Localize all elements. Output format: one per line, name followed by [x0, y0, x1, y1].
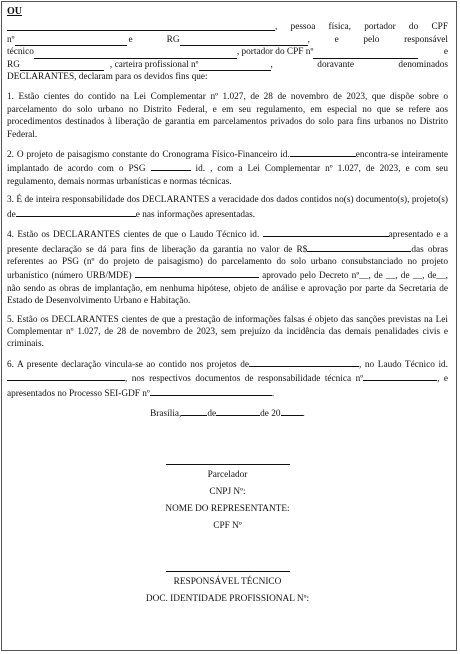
- declaration-document: [7, 6, 448, 608]
- urb-mde-blank: [135, 268, 259, 278]
- month-blank: [216, 406, 260, 416]
- year-blank: [281, 406, 303, 416]
- day-blank: [181, 406, 207, 416]
- item-4: 4. Estão os DECLARANTES cientes de que o Laudo Técnico id. apresentado e a presente declaração se dá para fins de liberação da garantia no valor de R$ das obras referentes ao PSG (nº do projeto de paisagismo) do parcelamento do solo urbano consubstanciado no projeto urbanístico (número URB/MDE) aprovado pelo Decreto nº__, de __, de __, de__, não sendo as obras de implantação, em nenhuma hipótese, objeto de análise e aprovação por parte da Secretaria de Estado de Desenvolvimento Urbano e Habitação.: [7, 227, 448, 307]
- technician-signature-block: RESPONSÁVEL TÉCNICO DOC. IDENTIDADE PROFISSIONAL Nº:: [145, 577, 310, 605]
- or-heading: OU: [7, 6, 22, 17]
- developer-signature-block: Parcelador CNPJ Nº: NOME DO REPRESENTANTE: CPF Nº: [165, 470, 290, 532]
- item-5: 5. Estão os DECLARANTES cientes de que a prestação de informações falsas é objeto das sanções previstas na Lei Complementar nº 1.027, de 28 de novembro de 2023, sem prejuízo da incidência das demais penalidades civis e criminais.: [7, 314, 448, 350]
- intro-paragraph: , pessoa física, portador do CPF nº e RG , e pelo responsável técnico , portador do CPF nº e RG , carteira profissional nº , doravante denominados DECLARANTES, declaram para os devidos fins que:: [7, 22, 448, 83]
- linked-projects-blank: [249, 357, 359, 367]
- item-3: 3. É de inteira responsabilidade dos DECLARANTES a veracidade dos dados contidos no(s) documento(s), projeto(s) de e nas informações apresentadas.: [7, 195, 448, 220]
- art-rrt-blank: [363, 371, 437, 381]
- psg-blank: [151, 161, 191, 171]
- rg-blank: [180, 36, 308, 46]
- item-1: 1. Estão cientes do contido na Lei Complementar nº 1.027, de 28 de novembro de 2023, que dispõe sobre o parcelamento do solo urbano no Distrito Federal, e em seu regulamento, em especial no que se refere aos procedimentos destinados à liberação de garantia em parcelamentos privados do solo para fins urbanos no Distrito Federal.: [7, 92, 448, 140]
- item-2: 2. O projeto de paisagismo constante do Cronograma Físico-Financeiro id. encontra-se inteiramente implantado de acordo com o PSG id. , com a Lei Complementar nº 1.027, de 2023, e com seu regulamento, demais normas urbanísticas e normas técnicas.: [7, 147, 448, 188]
- professional-card-blank: [199, 61, 271, 71]
- date-line: Brasília, de de 20 .: [7, 406, 448, 420]
- technician-rg-blank: [20, 61, 104, 71]
- laudo-tecnico-blank: [7, 371, 125, 381]
- technician-name-blank: [34, 49, 237, 59]
- signature-line-technician: [166, 571, 290, 572]
- technician-cpf-blank: [313, 49, 418, 59]
- person-name-blank: [7, 21, 275, 31]
- laudo-id-blank: [263, 227, 389, 237]
- signature-line-developer: [166, 464, 290, 465]
- projects-blank: [16, 207, 136, 217]
- cpf-blank: [15, 36, 127, 46]
- item-6: 6. A presente declaração vincula-se ao contido nos projetos de , no Laudo Técnico id., nos respectivos documentos de responsabilidade técnica nº , e apresentados no Processo SEI-GDF nº .: [7, 357, 448, 400]
- cronograma-id-blank: [290, 147, 356, 157]
- guarantee-value-blank: [307, 242, 411, 252]
- sei-process-blank: [150, 386, 272, 396]
